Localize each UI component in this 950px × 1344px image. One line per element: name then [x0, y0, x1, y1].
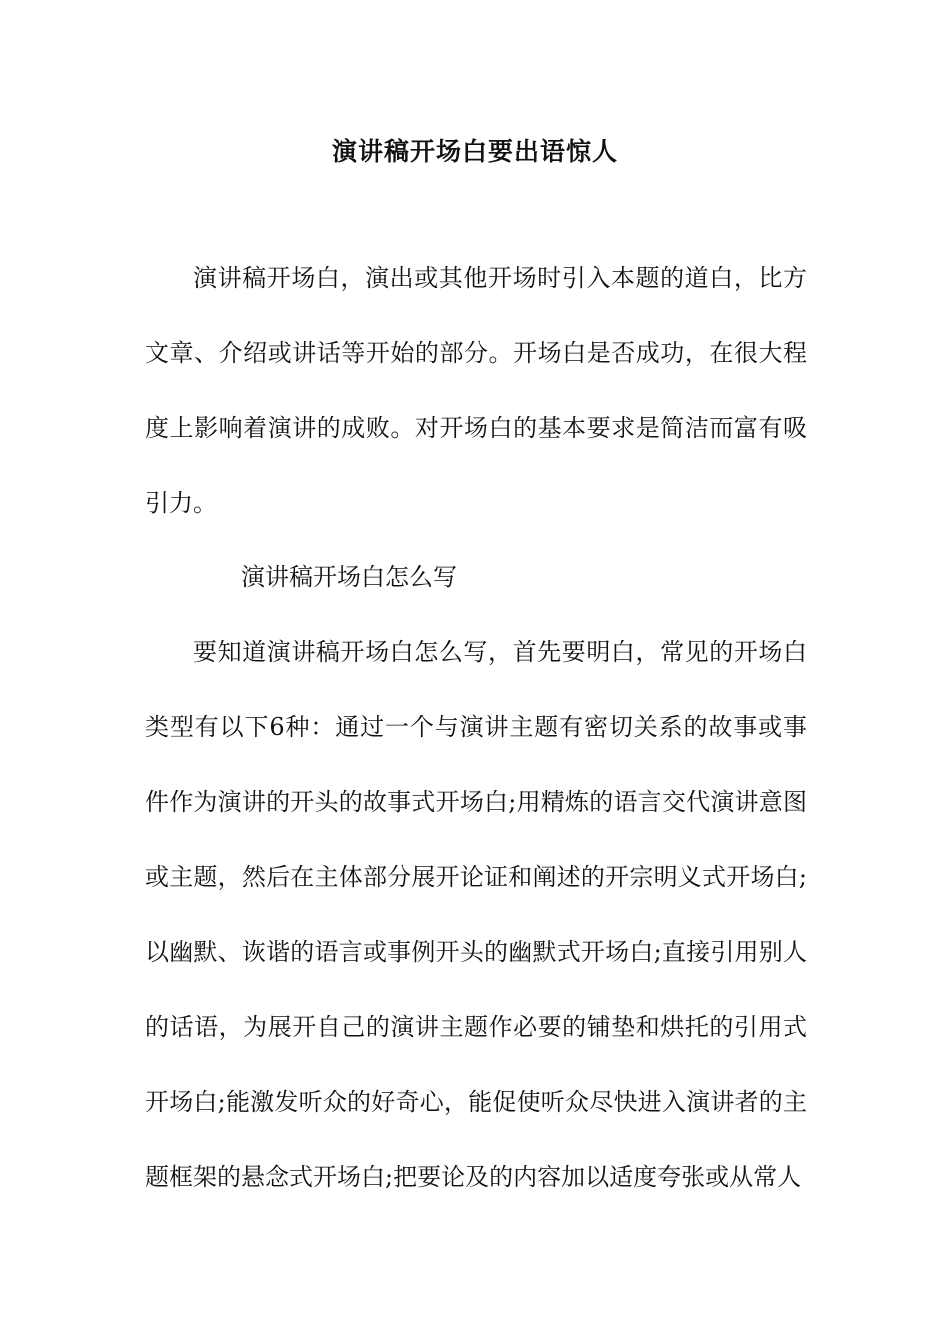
- types-paragraph: 要知道演讲稿开场白怎么写，首先要明白，常见的开场白类型有以下6种：通过一个与演讲主题有密切关系的故事或事件作为演讲的开头的故事式开场白;用精炼的语言交代演讲意图或主题，然后在主体部分展开论证和阐述的开宗明义式开场白;以幽默、诙谐的语言或事例开头的幽默式开场白;直接引用别人的话语，为展开自己的演讲主题作必要的铺垫和烘托的引用式开场白;能激发听众的好奇心，能促使听众尽快进入演讲者的主题框架的悬念式开场白;把要论及的内容加以适度夸张或从常人: [145, 638, 807, 1191]
- section-subheading: 演讲稿开场白怎么写: [241, 563, 457, 591]
- document-title: 演讲稿开场白要出语惊人: [331, 137, 618, 166]
- intro-paragraph: 演讲稿开场白，演出或其他开场时引入本题的道白，比方文章、介绍或讲话等开始的部分。开场白是否成功，在很大程度上影响着演讲的成败。对开场白的基本要求是简洁而富有吸引力。: [145, 264, 807, 517]
